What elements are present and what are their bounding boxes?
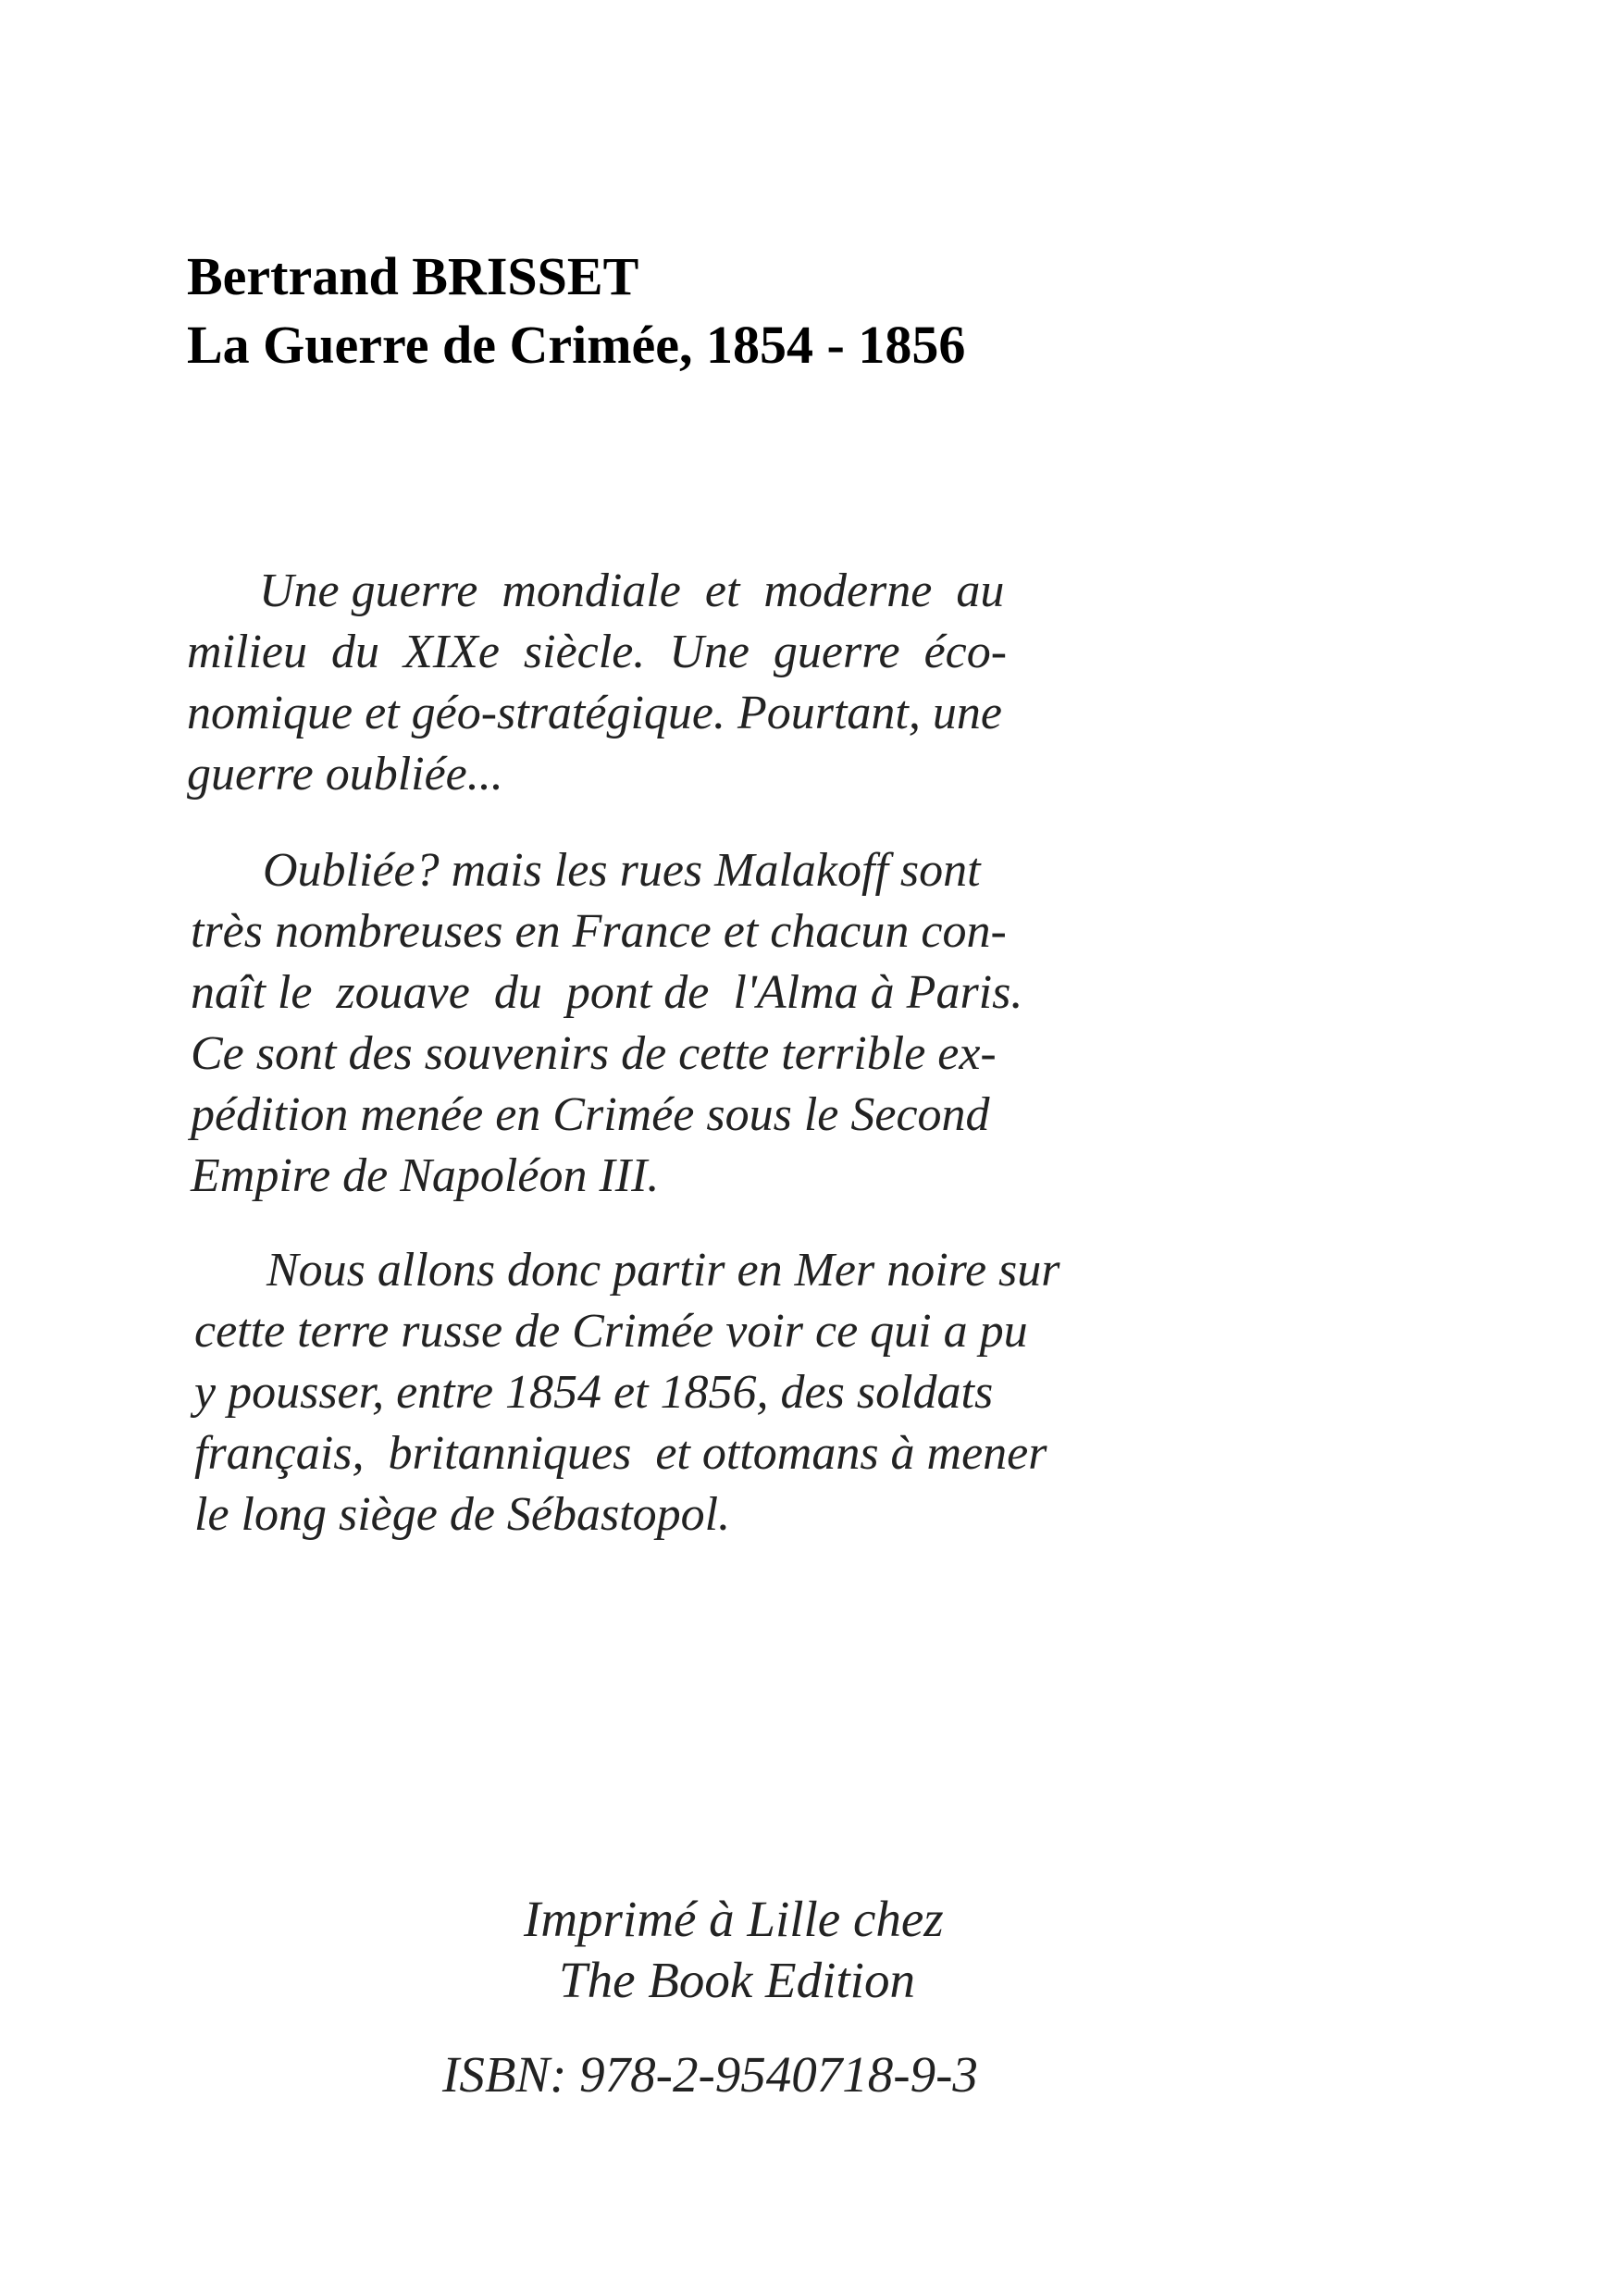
blurb-line: guerre oubliée... xyxy=(187,748,503,800)
blurb-line: Une guerre mondiale et moderne au xyxy=(259,565,1005,617)
blurb-line: Ce sont des souvenirs de cette terrible ex- xyxy=(191,1027,997,1080)
blurb-line: cette terre russe de Crimée voir ce qui a pu xyxy=(194,1305,1028,1358)
header-block xyxy=(187,242,965,379)
printed-at-line: Imprimé à Lille chez xyxy=(524,1891,944,1947)
blurb-line: le long siège de Sébastopol. xyxy=(194,1488,731,1541)
author-name: Bertrand BRISSET xyxy=(187,246,639,306)
blurb-line: nomique et géo-stratégique. Pourtant, une xyxy=(187,687,1002,739)
book-title: La Guerre de Crimée, 1854 - 1856 xyxy=(187,315,966,375)
blurb-line: Oubliée? mais les rues Malakoff sont xyxy=(263,844,981,897)
blurb-line: très nombreuses en France et chacun con- xyxy=(191,905,1007,958)
blurb-line: Nous allons donc partir en Mer noire sur xyxy=(266,1244,1060,1297)
blurb-line: y pousser, entre 1854 et 1856, des soldats xyxy=(194,1366,994,1419)
blurb-line: pédition menée en Crimée sous le Second xyxy=(191,1088,990,1141)
isbn-number: ISBN: 978-2-9540718-9-3 xyxy=(442,2046,978,2103)
blurb-line: Empire de Napoléon III. xyxy=(191,1149,660,1202)
blurb-line: milieu du XIXe siècle. Une guerre éco- xyxy=(187,626,1008,678)
publisher-name: The Book Edition xyxy=(559,1952,915,2008)
blurb-line: naît le zouave du pont de l'Alma à Paris. xyxy=(191,966,1023,1019)
blurb-line: français, britanniques et ottomans à mener xyxy=(194,1427,1047,1480)
